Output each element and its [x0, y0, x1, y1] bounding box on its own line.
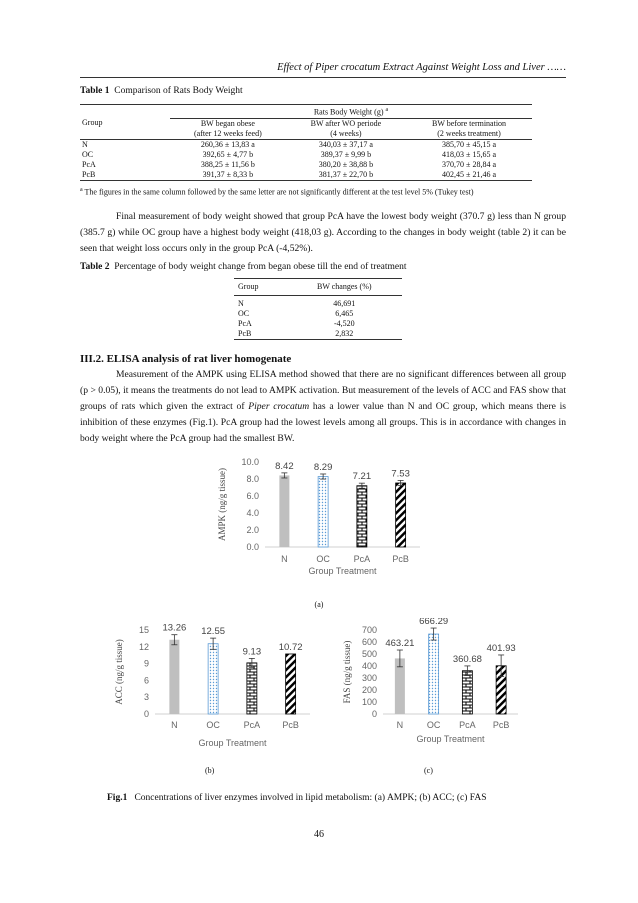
x-tick-label: PcA	[243, 720, 261, 730]
section-heading: III.2. ELISA analysis of rat liver homogenate	[80, 353, 292, 365]
table2-caption-text: Percentage of body weight change from began obese till the end of treatment	[114, 262, 407, 272]
table-row: N 260,36 ± 13,83 a 340,03 ± 37,17 a 385,70 ± 45,15 a	[82, 139, 496, 149]
y-tick-label: 8.0	[246, 474, 259, 484]
y-tick-label: 700	[361, 625, 377, 635]
table1-col3-line2: (2 weeks treatment)	[406, 129, 532, 140]
y-tick-label: 500	[361, 649, 377, 659]
y-axis-title: AMPK (ng/g tissue)	[217, 467, 227, 542]
table1-col1-line2: (after 12 weeks feed)	[170, 129, 286, 140]
y-tick-label: 6.0	[246, 491, 259, 501]
x-axis-title: Group Treatment	[416, 734, 485, 744]
x-tick-label: PcA	[459, 720, 476, 730]
y-tick-label: 200	[361, 685, 377, 695]
chart-ampk	[210, 450, 430, 590]
y-tick-label: 600	[361, 637, 377, 647]
y-tick-label: 0	[143, 709, 149, 719]
bar-pca	[462, 671, 472, 714]
y-tick-label: 300	[361, 673, 377, 683]
table-row: PcA 388,25 ± 11,56 b 380,20 ± 38,88 b 370,70 ± 28,84 a	[82, 159, 496, 169]
x-tick-label: OC	[426, 720, 441, 730]
figure-caption	[107, 793, 487, 803]
table1-caption-text: Comparison of Rats Body Weight	[114, 86, 243, 96]
page-number: 46	[314, 829, 324, 840]
body-weight-table	[80, 104, 532, 181]
table2-change-header: BW changes (%)	[287, 279, 402, 296]
bar-oc	[318, 477, 328, 547]
table2-caption-label: Table 2	[80, 262, 110, 272]
x-tick-label: PcA	[353, 554, 371, 564]
table-row: PcB 2,832	[234, 329, 402, 340]
y-tick-label: 9	[143, 658, 149, 669]
table1-footnote: $^a$ The figures in the same column followed by the same letter are not significantly different at the test level 5% (Tukey test)	[80, 187, 474, 197]
data-label: 13.26	[162, 622, 187, 634]
x-tick-label: N	[396, 720, 404, 730]
paragraph-elisa: Measurement of the AMPK using ELISA method showed that there are no significant differences between all group (p > 0.05), it means the treatments do not lead to AMPK activation. But measurement of the levels of ACC and FAS show that groups of rats which given the extract of Piper crocatum has a lower value than N and OC group, which means there is inhibition of these enzymes (Fig.1). PcA group had the lowest levels among all groups. This is in accordance with changes in body weight where the PcA group had the smallest BW.	[80, 369, 566, 444]
y-tick-label: 0	[371, 709, 377, 719]
data-label: 360.68	[452, 653, 482, 665]
data-label: 666.29	[419, 618, 449, 628]
table1-super-header: Rats Body Weight (g) $^a$	[170, 105, 532, 119]
x-axis-title: Group Treatment	[308, 566, 377, 576]
table-row: OC 6,465	[238, 309, 354, 318]
y-tick-label: 0.0	[246, 542, 259, 552]
y-tick-label: 12	[138, 641, 149, 652]
figure-caption-text: Concentrations of liver enzymes involved in lipid metabolism: (a) AMPK; (b) ACC; (c) FAS	[134, 793, 487, 803]
data-label: 10.72	[278, 641, 303, 653]
figure-caption-label: Fig.1	[107, 793, 128, 803]
x-tick-label: OC	[316, 554, 330, 564]
y-tick-label: 4.0	[246, 508, 259, 518]
y-tick-label: 10.0	[241, 457, 259, 467]
bar-pca	[247, 663, 257, 714]
x-axis-title: Group Treatment	[198, 738, 267, 748]
header-rule	[80, 77, 566, 78]
y-axis-title: ACC (ng/g tissue)	[114, 639, 124, 705]
data-label: 12.55	[201, 626, 226, 638]
y-tick-label: 6	[143, 675, 149, 686]
x-tick-label: N	[171, 720, 178, 730]
bar-oc	[429, 634, 439, 714]
table1-group-header: Group	[82, 118, 103, 128]
table1-caption-label: Table 1	[80, 86, 110, 96]
table-row: N 46,691	[238, 299, 356, 308]
table1-caption	[80, 86, 243, 96]
data-label: 8.29	[313, 461, 333, 473]
data-label: 463.21	[385, 638, 415, 650]
y-tick-label: 3	[143, 692, 149, 703]
table1-col1-line1: BW began obese	[200, 118, 255, 128]
bar-oc	[208, 644, 218, 714]
panel-label-c: (c)	[424, 766, 433, 775]
bar-n	[169, 640, 179, 714]
bar-pca	[357, 486, 367, 547]
x-tick-label: PcB	[392, 554, 409, 564]
x-tick-label: PcB	[282, 720, 299, 730]
bar-n	[279, 475, 289, 547]
y-tick-label: 15	[138, 625, 149, 635]
data-label: 7.53	[391, 468, 410, 480]
bar-pcb	[396, 483, 406, 547]
data-label: 7.21	[352, 471, 372, 483]
chart-fas	[338, 618, 528, 758]
table2-caption	[80, 262, 407, 272]
table1-col2-line1: BW after WO periode	[310, 118, 382, 128]
table1-col2-line2: (4 weeks)	[286, 129, 406, 140]
x-tick-label: N	[281, 554, 288, 564]
table-row: PcB 391,37 ± 8,33 b 381,37 ± 22,70 b 402,45 ± 21,46 a	[80, 170, 532, 181]
bw-change-table	[234, 278, 402, 340]
table-row: PcA -4,520	[238, 319, 355, 328]
y-axis-title: FAS (ng/g tissue)	[342, 640, 352, 704]
running-header: Effect of Piper crocatum Extract Against Weight Loss and Liver ……	[277, 62, 566, 73]
data-label: 401.93	[486, 642, 516, 654]
data-label: 8.42	[275, 460, 294, 472]
y-tick-label: 100	[361, 697, 377, 707]
panel-label-a: (a)	[314, 600, 324, 609]
table1-col3-line1: BW before termination	[432, 118, 507, 128]
chart-acc	[110, 618, 320, 758]
panel-label-b: (b)	[205, 766, 215, 775]
table2-group-header: Group	[234, 279, 287, 296]
paragraph-body-weight: Final measurement of body weight showed that group PcA have the lowest body weight (370.7 g) less than N group (385.7 g) while OC group have a highest body weight (418,03 g). According to the changes in body weight (table 2) it can be seen that weight loss occurs only in the group PcA (-4,52%).	[80, 211, 566, 254]
y-tick-label: 2.0	[246, 525, 259, 535]
data-label: 9.13	[242, 646, 262, 658]
x-tick-label: OC	[206, 720, 220, 730]
bar-pcb	[286, 654, 296, 714]
table-row: OC 392,65 ± 4,77 b 389,37 ± 9,99 b 418,03 ± 15,65 a	[82, 149, 496, 159]
x-tick-label: PcB	[492, 720, 510, 730]
y-tick-label: 400	[361, 661, 377, 671]
